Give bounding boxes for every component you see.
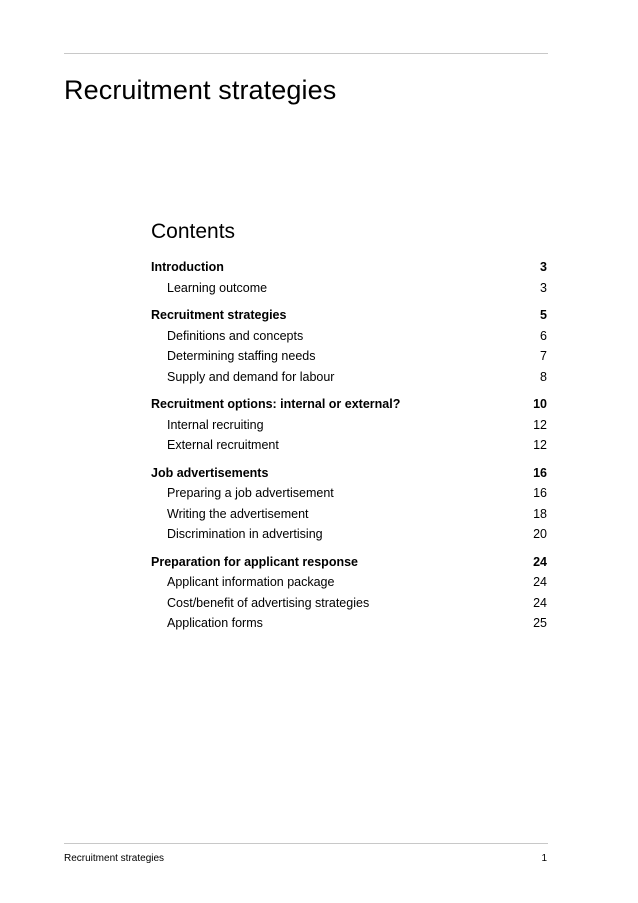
toc-subentry[interactable] [151, 483, 548, 504]
toc-subentry-page: 3 [540, 280, 547, 295]
toc-subentry-title: Application forms [167, 616, 263, 630]
toc-subentry[interactable] [151, 326, 548, 347]
toc-subentry[interactable] [151, 572, 548, 593]
toc-entry-page: 3 [540, 260, 547, 274]
toc-subentry-title: Determining staffing needs [167, 349, 316, 363]
toc-subentry-title: Cost/benefit of advertising strategies [167, 595, 370, 610]
toc-entry-title: Introduction [151, 260, 224, 274]
toc-subentry-page: 24 [533, 595, 547, 610]
toc-subentry[interactable] [151, 524, 548, 545]
document-title: Recruitment strategies [64, 75, 337, 105]
toc-section-recruitment-options [151, 394, 548, 456]
footer-page-number: 1 [541, 853, 547, 864]
toc-subentry-page: 12 [533, 417, 547, 432]
toc-subentry-page: 16 [533, 486, 547, 500]
toc-subentry-page: 12 [533, 438, 547, 452]
toc-subentry-page: 18 [533, 506, 547, 521]
toc-subentry-title: Discrimination in advertising [167, 527, 323, 541]
toc-subentry[interactable] [151, 504, 548, 525]
toc-entry-title: Job advertisements [151, 465, 269, 480]
toc-subentry-title: Learning outcome [167, 280, 268, 295]
toc-subentry-page: 7 [540, 349, 547, 363]
toc-section-preparation [151, 552, 548, 634]
toc-entry-page: 24 [533, 554, 547, 569]
toc-entry-page: 5 [540, 308, 547, 322]
toc-subentry-page: 8 [540, 369, 547, 384]
toc-subentry-title: External recruitment [167, 438, 279, 452]
toc-entry[interactable] [151, 305, 548, 326]
toc-entry[interactable] [151, 394, 548, 415]
toc-entry-title: Preparation for applicant response [151, 554, 358, 569]
toc-subentry[interactable] [151, 346, 548, 367]
toc-subentry-page: 24 [533, 575, 547, 589]
footer-document-title: Recruitment strategies [64, 853, 165, 864]
toc-section-introduction [151, 257, 548, 298]
toc-subentry[interactable] [151, 593, 548, 614]
toc-subentry-title: Preparing a job advertisement [167, 486, 334, 500]
toc-entry[interactable] [151, 552, 548, 573]
toc-subentry-title: Applicant information package [167, 575, 335, 589]
toc-subentry-page: 6 [540, 328, 547, 343]
header-rule [64, 53, 548, 54]
toc-entry[interactable] [151, 257, 548, 278]
toc-subentry-title: Writing the advertisement [167, 506, 309, 521]
toc-entry-page: 10 [533, 397, 547, 411]
toc-section-job-advertisements [151, 463, 548, 545]
toc-subentry-title: Definitions and concepts [167, 328, 304, 343]
toc-subentry-title: Internal recruiting [167, 417, 264, 432]
toc-subentry[interactable] [151, 435, 548, 456]
toc-subentry-title: Supply and demand for labour [167, 369, 335, 384]
toc-subentry-page: 25 [533, 616, 547, 630]
toc-subentry[interactable] [151, 367, 548, 388]
toc-section-recruitment-strategies [151, 305, 548, 387]
toc-entry[interactable] [151, 463, 548, 484]
toc-entry-page: 16 [533, 465, 547, 480]
toc-entry-title: Recruitment options: internal or external? [151, 397, 401, 411]
toc-entry-title: Recruitment strategies [151, 308, 287, 322]
footer-rule [64, 843, 548, 844]
toc-subentry[interactable] [151, 415, 548, 436]
toc-subentry-page: 20 [533, 527, 547, 541]
toc-heading: Contents [151, 220, 236, 243]
table-of-contents [151, 257, 548, 641]
toc-subentry[interactable] [151, 613, 548, 634]
toc-subentry[interactable] [151, 278, 548, 299]
